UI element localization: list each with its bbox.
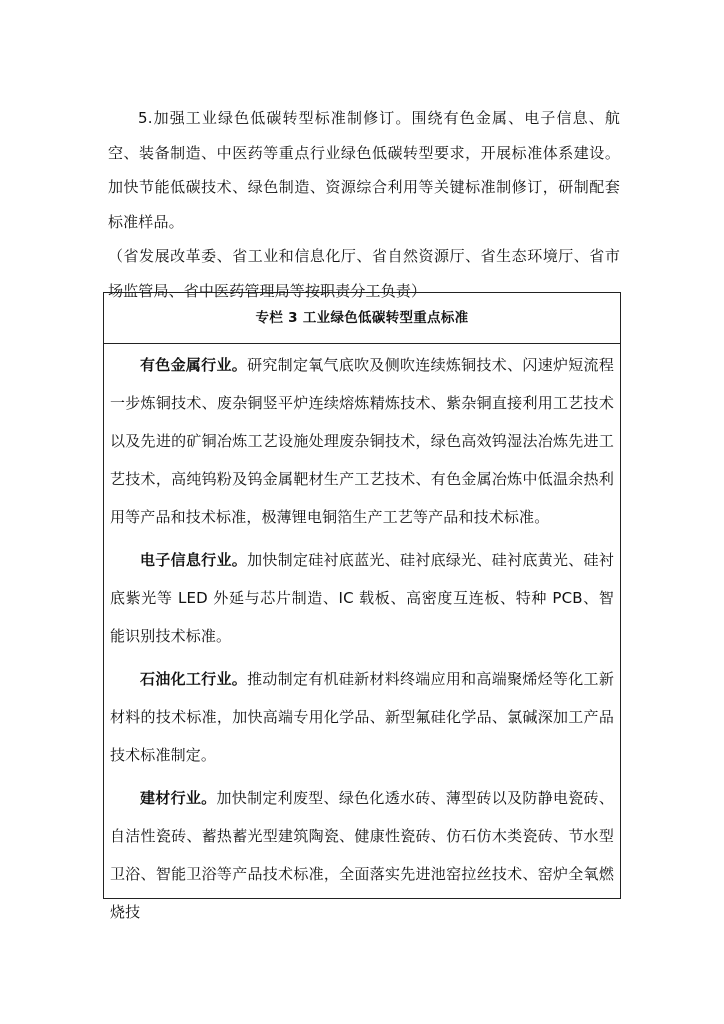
item-lead: 建材行业。 [140, 789, 217, 807]
item-lead: 石油化工行业。 [140, 670, 248, 688]
intro-paragraph: 5.加强工业绿色低碳转型标准制修订。围绕有色金属、电子信息、航空、装备制造、中医药等重点行业绿色低碳转型要求，开展标准体系建设。加快节能低碳技术、绿色制造、资源综合利用等关键标准制修订，研制配套标准样品。 [108, 109, 620, 231]
item-text: 加快制定硅衬底蓝光、硅衬底绿光、硅衬底黄光、硅衬底紫光等 LED 外延与芯片制造、IC 载板、高密度互连板、特种 PCB、智能识别技术标准。 [110, 551, 614, 645]
box-item-electronics [110, 541, 614, 655]
box-item-petrochemical [110, 660, 614, 774]
box-item-nonferrous [110, 346, 614, 536]
item-text: 研究制定氧气底吹及侧吹连续炼铜技术、闪速炉短流程一步炼铜技术、废杂铜竖平炉连续熔炼精炼技术、紫杂铜直接利用工艺技术以及先进的矿铜冶炼工艺设施处理废杂铜技术，绿色高效钨湿法冶炼先进工艺技术，高纯钨粉及钨金属靶材生产工艺技术、有色金属冶炼中低温余热利用等产品和技术标准，极薄锂电铜箔生产工艺等产品和技术标准。 [110, 356, 614, 526]
box-body [104, 346, 620, 931]
item-text: 推动制定有机硅新材料终端应用和高端聚烯烃等化工新材料的技术标准，加快高端专用化学品、新型氟硅化学品、氯碱深加工产品技术标准制定。 [110, 670, 614, 764]
box-title: 专栏 3 工业绿色低碳转型重点标准 [104, 293, 620, 344]
column-box [103, 292, 621, 921]
item-lead: 电子信息行业。 [140, 551, 248, 569]
item-text: 加快制定利废型、绿色化透水砖、薄型砖以及防静电瓷砖、自洁性瓷砖、蓄热蓄光型建筑陶瓷、健康性瓷砖、仿石仿木类瓷砖、节水型卫浴、智能卫浴等产品技术标准，全面落实先进池窑拉丝技术、窑炉全氧燃烧技 [110, 789, 614, 921]
responsibility-note: （省发展改革委、省工业和信息化厅、省自然资源厅、省生态环境厅、省市场监管局、省中医药管理局等按职责分工负责） [108, 247, 620, 300]
intro-section [108, 101, 620, 308]
box-item-building-materials [110, 779, 614, 931]
item-lead: 有色金属行业。 [140, 356, 248, 374]
